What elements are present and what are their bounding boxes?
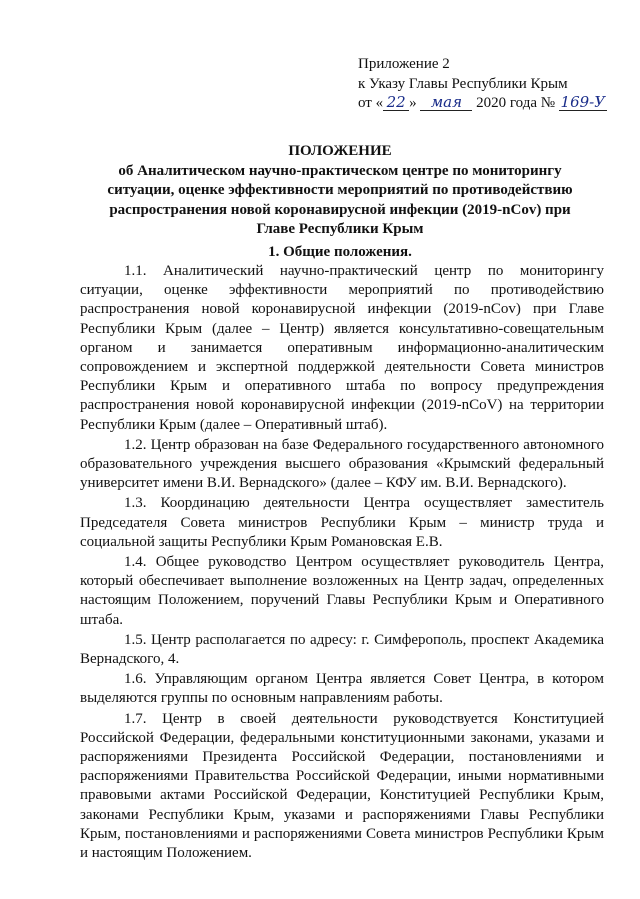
document-body xyxy=(80,262,604,864)
handwritten-day: 22 xyxy=(383,95,409,111)
title-line: распространения новой коронавирусной инфекции (2019-nCov) при xyxy=(109,201,571,218)
paragraph-1-1: 1.1. Аналитический научно-практический центр по мониторингу ситуации, оценке эффективности мероприятий по противодействию распространения новой коронавирусной инфекции (2019-nCov) при Главе Республики Крым (далее – Центр) является консультативно-совещательным органом и занимается оперативным информационно-аналитическим сопровождением и экспертной поддержкой деятельности Совета министров Республики Крым и оперативного штаба по вопросу предупреждения распространения новой коронавирусной инфекции (2019-nCoV) на территории Республики Крым (далее – Оперативный штаб). xyxy=(80,263,604,433)
paragraph-1-6: 1.6. Управляющим органом Центра является Совет Центра, в котором выделяются группы по основным направлениям работы. xyxy=(80,671,604,707)
document-title xyxy=(80,142,600,240)
section-heading: 1. Общие положения. xyxy=(268,244,412,260)
paragraph-1-2: 1.2. Центр образован на базе Федерального государственного автономного образовательного учреждения высшего образования «Крымский федеральный университет имени В.И. Вернадского» (далее – КФУ им. В.И. Вернадского). xyxy=(80,436,604,492)
date-prefix: от « xyxy=(358,95,384,111)
title-line: об Аналитическом научно-практическом центре по мониторингу xyxy=(118,162,562,179)
paragraph-1-3: 1.3. Координацию деятельности Центра осуществляет заместитель Председателя Совета министров Республики Крым – министр труда и социальной защиты Республики Крым Романовская Е.В. xyxy=(80,495,604,550)
handwritten-month: мая xyxy=(420,95,472,111)
title-line: ситуации, оценке эффективности мероприятий по противодействию xyxy=(107,182,573,198)
title-heading: ПОЛОЖЕНИЕ xyxy=(288,143,392,159)
date-mid: » xyxy=(409,95,417,111)
paragraph-1-5: 1.5. Центр располагается по адресу: г. Симферополь, проспект Академика Вернадского, 4. xyxy=(80,631,604,668)
title-line: Главе Республики Крым xyxy=(256,221,424,237)
year-text: 2020 года № xyxy=(476,95,556,111)
handwritten-number: 169-У xyxy=(560,93,606,111)
annex-date-line xyxy=(358,94,607,114)
annex-reference: к Указу Главы Республики Крым xyxy=(358,75,568,92)
paragraph-1-4: 1.4. Общее руководство Центром осуществляет руководитель Центра, который обеспечивает выполнение возложенных на Центр задач, определенных настоящим Положением, поручений Главы Республики Крым и Оперативного штаба. xyxy=(80,554,604,628)
annex-title: Приложение 2 xyxy=(358,56,450,72)
annex-block xyxy=(358,55,607,114)
paragraph-1-7: 1.7. Центр в своей деятельности руководствуется Конституцией Российской Федерации, федеральными конституционными законами, указами и распоряжениями Президента Российской Федерации, постановлениями и распоряжениями Правительства Российской Федерации, иными нормативными правовыми актами Российской Федерации, Конституцией Республики Крым, законами Республики Крым, указами и распоряжениями Главы Республики Крым, постановлениями и распоряжениями Совета министров Республики Крым и настоящим Положением. xyxy=(80,710,604,862)
